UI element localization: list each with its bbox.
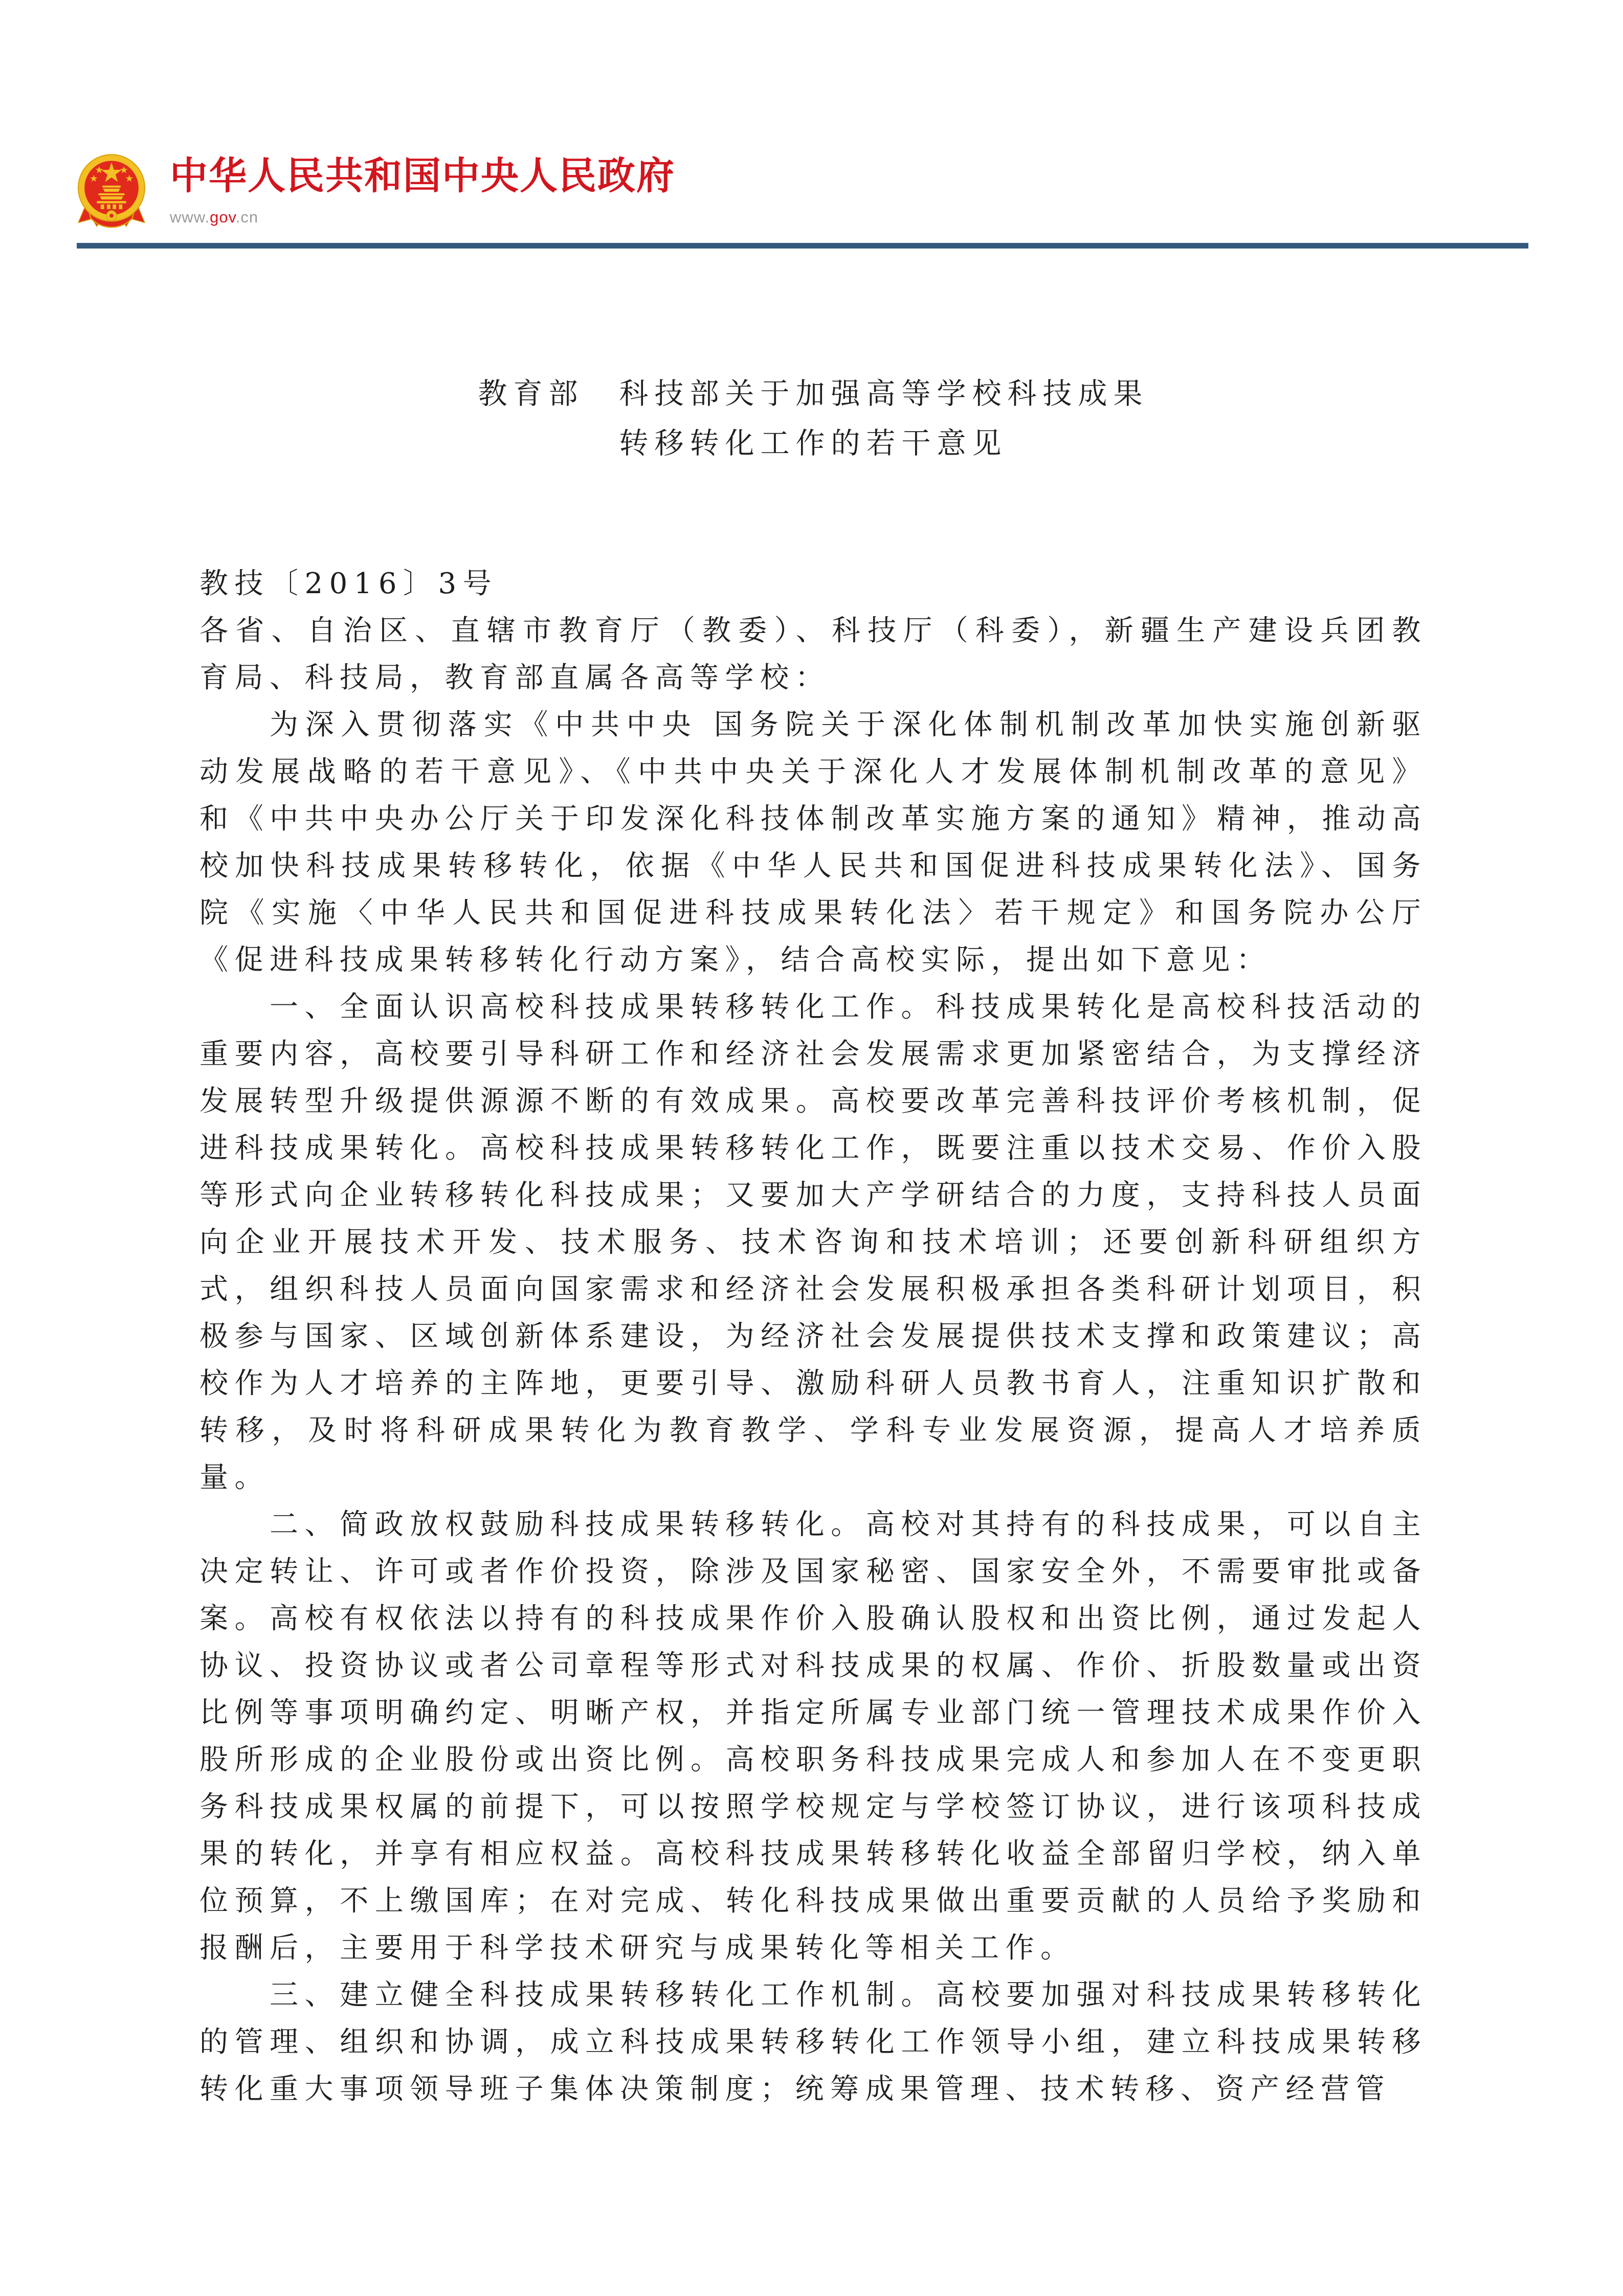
document-title-line-2: 转移转化工作的若干意见 [619,426,1008,460]
header-divider-line [77,243,1528,249]
site-url-cn: .cn [235,208,259,226]
body-paragraph: 为深入贯彻落实《中共中央 国务院关于深化体制机制改革加快实施创新驱动发展战略的若干意见》、《中共中央关于深化人才发展体制机制改革的意见》和《中共中央办公厅关于印发深化科技体制改革实施方案的通知》精神，推动高校加快科技成果转移转化，依据《中华人民共和国促进科技成果转化法》、国务院《实施〈中华人民共和国促进科技成果转化法〉若干规定》和国务院办公厅《促进科技成果转移转化行动方案》，结合高校实际，提出如下意见： [199,708,1427,977]
site-title: 中华人民共和国中央人民政府 [170,154,675,197]
document-title-line-1: 教育部 科技部关于加强高等学校科技成果 [478,377,1149,411]
national-emblem-icon [77,152,146,234]
body-paragraph: 二、简政放权鼓励科技成果转移转化。高校对其持有的科技成果，可以自主决定转让、许可或者作价投资，除涉及国家秘密、国家安全外，不需要审批或备案。高校有权依法以持有的科技成果作价入股确认股权和出资比例，通过发起人协议、投资协议或者公司章程等形式对科技成果的权属、作价、折股数量或出资比例等事项明确约定、明晰产权，并指定所属专业部门统一管理技术成果作价入股所形成的企业股份或出资比例。高校职务科技成果完成人和参加人在不变更职务科技成果权属的前提下，可以按照学校规定与学校签订协议，进行该项科技成果的转化，并享有相应权益。高校科技成果转移转化收益全部留归学校，纳入单位预算，不上缴国库；在对完成、转化科技成果做出重要贡献的人员给予奖励和报酬后，主要用于科学技术研究与成果转化等相关工作。 [199,1508,1427,1965]
paragraph-list [199,560,1427,2113]
document-content [199,369,1427,2113]
body-paragraph: 一、全面认识高校科技成果转移转化工作。科技成果转化是高校科技活动的重要内容，高校要引导科研工作和经济社会发展需求更加紧密结合，为支撑经济发展转型升级提供源源不断的有效成果。高校要改革完善科技评价考核机制，促进科技成果转化。高校科技成果转移转化工作，既要注重以技术交易、作价入股等形式向企业转移转化科技成果；又要加大产学研结合的力度，支持科技人员面向企业开展技术开发、技术服务、技术咨询和技术培训；还要创新科研组织方式，组织科技人员面向国家需求和经济社会发展积极承担各类科研计划项目，积极参与国家、区域创新体系建设，为经济社会发展提供技术支撑和政策建议；高校作为人才培养的主阵地，更要引导、激励科研人员教书育人，注重知识扩散和转移，及时将科研成果转化为教育教学、学科专业发展资源，提高人才培养质量。 [199,991,1427,1494]
site-brand[interactable] [170,152,675,226]
site-url-gov: gov [210,208,236,226]
body-paragraph: 三、建立健全科技成果转移转化工作机制。高校要加强对科技成果转移转化的管理、组织和协调，成立科技成果转移转化工作领导小组，建立科技成果转移转化重大事项领导班子集体决策制度；统筹成果管理、技术转移、资产经营管 [199,1978,1427,2106]
body-paragraph: 各省、自治区、直辖市教育厅（教委）、科技厅（科委），新疆生产建设兵团教育局、科技局，教育部直属各高等学校： [199,614,1427,694]
body-paragraph: 教技〔2016〕3号 [199,567,498,600]
site-url-www: www. [170,208,210,226]
site-header [77,152,675,234]
document-title [199,369,1427,468]
site-url [170,209,675,226]
